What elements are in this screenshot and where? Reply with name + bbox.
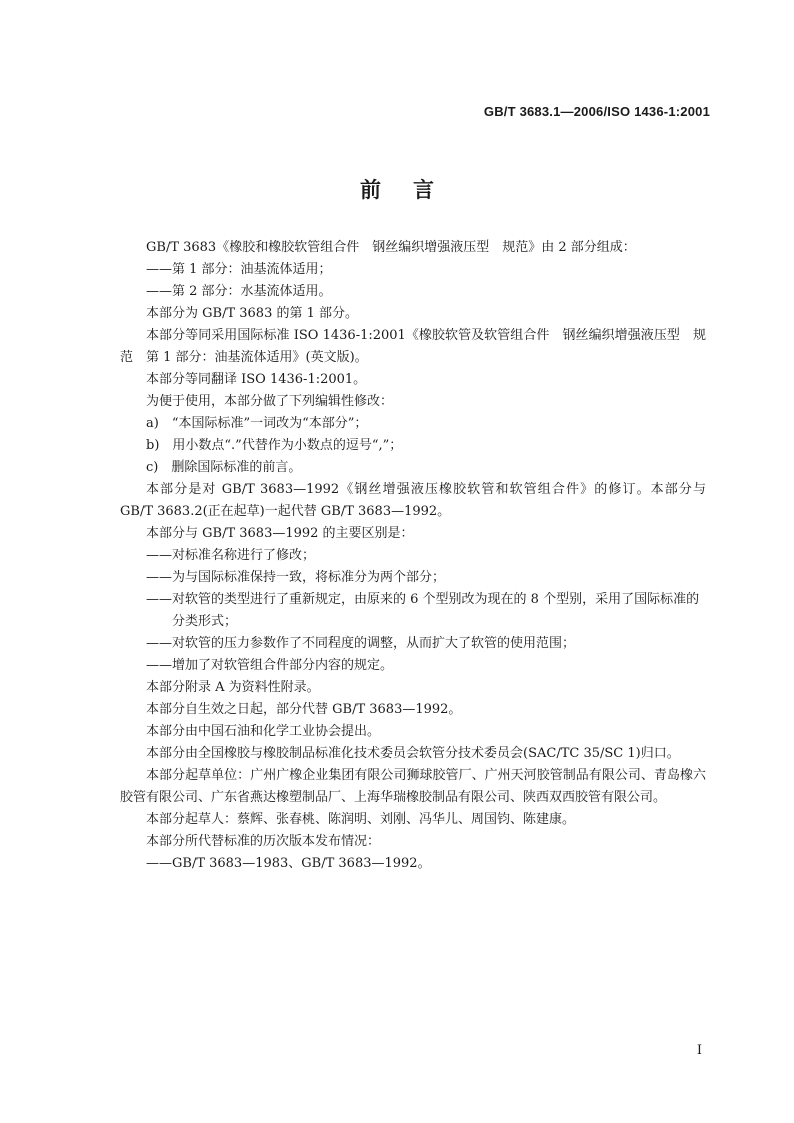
paragraph-adoption: 本部分等同采用国际标准 ISO 1436-1:2001《橡胶软管及软管组合件 钢丝编织增强液压型 规范 第 1 部分：油基流体适用》(英文版)。 <box>120 328 706 365</box>
edit-item-b: b) 用小数点“.”代替作为小数点的逗号“,”； <box>146 438 403 453</box>
paragraph-committee: 本部分由全国橡胶与橡胶制品标准化技术委员会软管分技术委员会(SAC/TC 35/SC 1)归口。 <box>146 746 680 761</box>
standard-code-header: GB/T 3683.1—2006/ISO 1436-1:2001 <box>483 104 710 119</box>
paragraph-drafters: 本部分起草人：蔡辉、张春桃、陈润明、刘刚、冯华儿、周国钧、陈建康。 <box>146 812 576 827</box>
paragraph-history-intro: 本部分所代替标准的历次版本发布情况： <box>146 834 381 849</box>
paragraph-edits-intro: 为便于使用，本部分做了下列编辑性修改： <box>146 394 394 409</box>
page-number: I <box>696 1043 702 1058</box>
paragraph-translation: 本部分等同翻译 ISO 1436-1:2001。 <box>146 372 367 387</box>
difference-item-pressure: ——对软管的压力参数作了不同程度的调整，从而扩大了软管的使用范围； <box>146 636 576 651</box>
paragraph-drafting-units: 本部分起草单位：广州广橡企业集团有限公司狮球胶管厂、广州天河胶管制品有限公司、青岛橡六胶管有限公司、广东省燕达橡塑制品厂、上海华瑞橡胶制品有限公司、陕西双西胶管有限公司。 <box>120 768 706 805</box>
paragraph-differences-intro: 本部分与 GB/T 3683—1992 的主要区别是： <box>146 526 414 541</box>
history-item: ——GB/T 3683—1983、GB/T 3683—1992。 <box>146 856 431 871</box>
edit-item-a: a) “本国际标准”一词改为“本部分”； <box>146 416 368 431</box>
document-body <box>120 237 706 875</box>
difference-item-assembly: ——增加了对软管组合件部分内容的规定。 <box>146 658 394 673</box>
difference-item-name: ——对标准名称进行了修改； <box>146 548 316 563</box>
paragraph-revision: 本部分是对 GB/T 3683—1992《钢丝增强液压橡胶软管和软管组合件》的修订。本部分与 GB/T 3683.2(正在起草)一起代替 GB/T 3683—1992。 <box>120 482 706 519</box>
list-item-part2: ——第 2 部分：水基流体适用。 <box>146 284 332 299</box>
difference-item-split: ——为与国际标准保持一致，将标准分为两个部分； <box>146 570 446 585</box>
list-item-part1: ——第 1 部分：油基流体适用； <box>146 262 332 277</box>
paragraph-part-statement: 本部分为 GB/T 3683 的第 1 部分。 <box>146 306 359 321</box>
paragraph-effective: 本部分自生效之日起，部分代替 GB/T 3683—1992。 <box>146 702 462 717</box>
paragraph-proposer: 本部分由中国石油和化学工业协会提出。 <box>146 724 381 739</box>
page-title: 前言 <box>360 177 466 202</box>
paragraph-annex: 本部分附录 A 为资料性附录。 <box>146 680 320 695</box>
edit-item-c: c) 删除国际标准的前言。 <box>146 460 302 475</box>
paragraph-composition: GB/T 3683《橡胶和橡胶软管组合件 钢丝编织增强液压型 规范》由 2 部分组成： <box>146 240 636 255</box>
difference-item-types: ——对软管的类型进行了重新规定，由原来的 6 个型别改为现在的 8 个型别，采用了国际标准的分类形式； <box>146 592 700 629</box>
